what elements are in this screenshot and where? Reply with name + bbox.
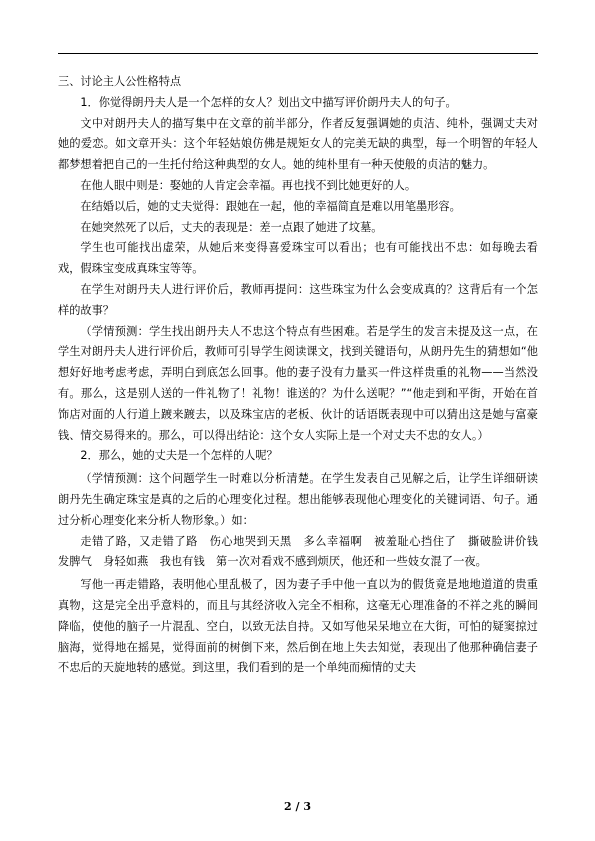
paragraph-after-marriage: 在结婚以后，她的丈夫觉得：跟她在一起，他的幸福简直是难以用笔墨形容。 xyxy=(80,199,461,213)
paragraph-prediction-2: （学情预测：这个问题学生一时难以分析清楚。在学生发表自己见解之后，让学生详细研读朗丹先生确定珠宝是真的之后的心理变化过程。想出能够表现他心理变化的关键词语、句子。通过分析心理变化来分析人物形象。）如： xyxy=(58,472,538,527)
header-rule xyxy=(58,53,538,54)
paragraph-others-view: 在他人眼中则是：娶她的人肯定会幸福。再也找不到比她更好的人。 xyxy=(80,178,417,192)
paragraph-after-death: 在她突然死了以后，丈夫的表现是：差一点跟了她进了坟墓。 xyxy=(80,220,383,234)
paragraph-prediction-1: （学情预测：学生找出朗丹夫人不忠这个特点有些困难。若是学生的发言未提及这一点，在学生对朗丹夫人进行评价后，教师可引导学生阅读课文，找到关键语句，从朗丹先生的猜想如“他想好好地考虑考虑，弄明白到底怎么回事。他的妻子没有力量买一件这样贵重的礼物——当然没有。那么，这是别人送的一件礼物了！礼物！谁送的？为什么送呢？”“他走到和平街，开始在首饰店对面的人行道上踱来踱去，以及珠宝店的老板、伙计的话语既表现中可以猜出这是她与富豪钱、情交易得来的。那么，可以得出结论：这个女人实际上是一个对丈夫不忠的女人。） xyxy=(58,324,538,442)
page-number: 2 / 3 xyxy=(284,800,311,813)
paragraph-analysis: 写他一再走错路，表明他心里乱极了，因为妻子手中他一直以为的假货竟是地地道道的贵重真物，这是完全出乎意料的，而且与其经济收入完全不相称，这毫无心理准备的不祥之兆的瞬间降临，使他的脑子一片混乱、空白，以致无法自持。又如写他呆呆地立在大街，可怕的疑窦掠过脑海，觉得地在摇晃，觉得面前的树倒下来，然后倒在地上失去知觉，表现出了他那种确信妻子不忠后的天旋地转的感觉。到这里，我们看到的是一个单纯而痴情的丈夫 xyxy=(58,578,538,675)
document-body xyxy=(58,72,550,679)
question-1: 1．你觉得朗丹夫人是一个怎样的女人？划出文中描写评价朗丹夫人的句子。 xyxy=(80,95,457,109)
paragraph-description: 文中对朗丹夫人的描写集中在文章的前半部分，作者反复强调她的贞洁、纯朴，强调丈夫对她的爱恋。如文章开头：这个年轻姑娘仿佛是规矩女人的完美无缺的典型，每一个明智的年轻人都梦想着把自己的一生托付给这种典型的女人。她的纯朴里有一种天使般的贞洁的魅力。 xyxy=(58,116,538,172)
paragraph-vanity: 学生也可能找出虚荣，从她后来变得喜爱珠宝可以看出；也有可能找出不忠：如每晚去看戏，假珠宝变成真珠宝等等。 xyxy=(58,241,538,276)
paragraph-teacher-question: 在学生对朗丹夫人进行评价后，教师再提问：这些珠宝为什么会变成真的？这背后有一个怎样的故事？ xyxy=(58,282,538,317)
question-2: 2．那么，她的丈夫是一个怎样的人呢？ xyxy=(80,449,278,463)
section-title: 三、讨论主人公性格特点 xyxy=(58,75,182,88)
paragraph-keyword-list: 走错了路，又走错了路 伤心地哭到天黑 多么幸福啊 被羞耻心挡住了 撕破脸讲价钱 发脾气 身轻如燕 我也有钱 第一次对看戏不感到烦厌，他还和一些妓女混了一夜。 xyxy=(58,534,550,569)
